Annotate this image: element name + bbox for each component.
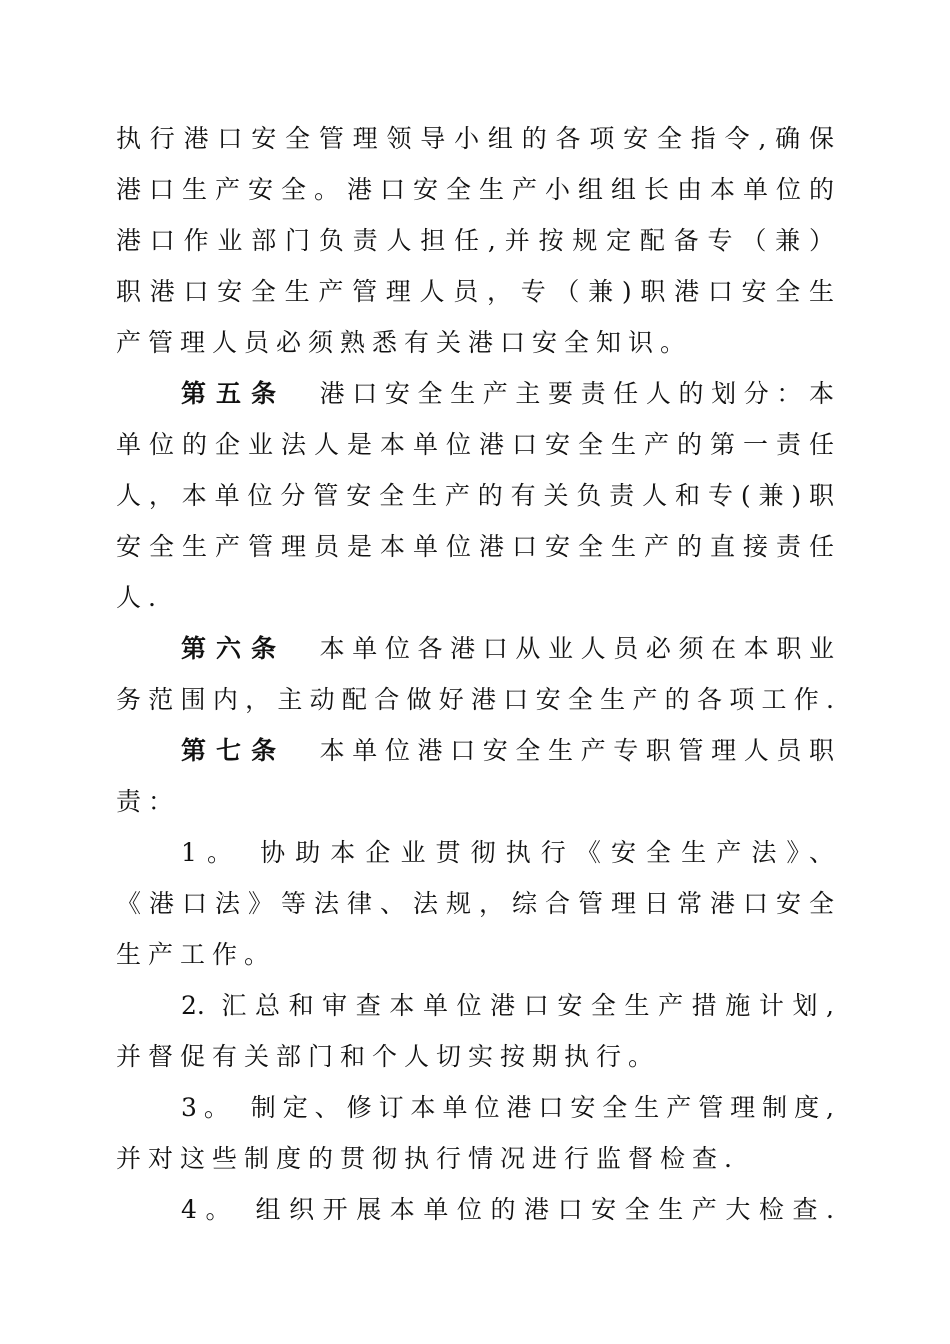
- text-line: 职港口安全生产管理人员，专（兼)职港口安全生: [116, 277, 834, 306]
- article-5-heading: 第五条: [181, 379, 287, 408]
- text-line: 港口生产安全。港口安全生产小组组长由本单位的: [116, 175, 834, 204]
- text-line: 责：: [116, 787, 181, 816]
- text-line: 港口作业部门负责人担任,并按规定配备专（兼）: [116, 226, 834, 255]
- text-line: 人.: [116, 583, 163, 612]
- text-line: 人，本单位分管安全生产的有关负责人和专(兼)职: [116, 481, 834, 510]
- text-line: 生产工作。: [116, 940, 277, 969]
- article-6-first-line: [181, 628, 834, 670]
- article-5-first-line: [181, 373, 834, 415]
- text-line: 单位的企业法人是本单位港口安全生产的第一责任: [116, 430, 834, 459]
- text-line: 执行港口安全管理领导小组的各项安全指令,确保: [116, 124, 834, 153]
- item-2-first-line: 2. 汇总和审查本单位港口安全生产措施计划,: [181, 991, 834, 1020]
- text-line: 安全生产管理员是本单位港口安全生产的直接责任: [116, 532, 834, 561]
- text-line: 《港口法》等法律、法规，综合管理日常港口安全: [116, 889, 834, 918]
- article-6-text: 本单位各港口从业人员必须在本职业: [312, 634, 834, 663]
- article-5-text: 港口安全生产主要责任人的划分：本: [312, 379, 834, 408]
- item-4-first-line: 4。 组织开展本单位的港口安全生产大检查.: [181, 1195, 834, 1224]
- text-line: 产管理人员必须熟悉有关港口安全知识。: [116, 328, 693, 357]
- article-7-first-line: [181, 730, 834, 772]
- item-1-first-line: 1。 协助本企业贯彻执行《安全生产法》、: [181, 838, 834, 867]
- text-line: 并对这些制度的贯彻执行情况进行监督检查.: [116, 1144, 739, 1173]
- article-7-text: 本单位港口安全生产专职管理人员职: [312, 736, 834, 765]
- item-3-first-line: 3。 制定、修订本单位港口安全生产管理制度,: [181, 1093, 834, 1122]
- text-line: 务范围内，主动配合做好港口安全生产的各项工作.: [116, 685, 834, 714]
- article-6-heading: 第六条: [181, 634, 287, 663]
- text-line: 并督促有关部门和个人切实按期执行。: [116, 1042, 661, 1071]
- article-7-heading: 第七条: [181, 736, 287, 765]
